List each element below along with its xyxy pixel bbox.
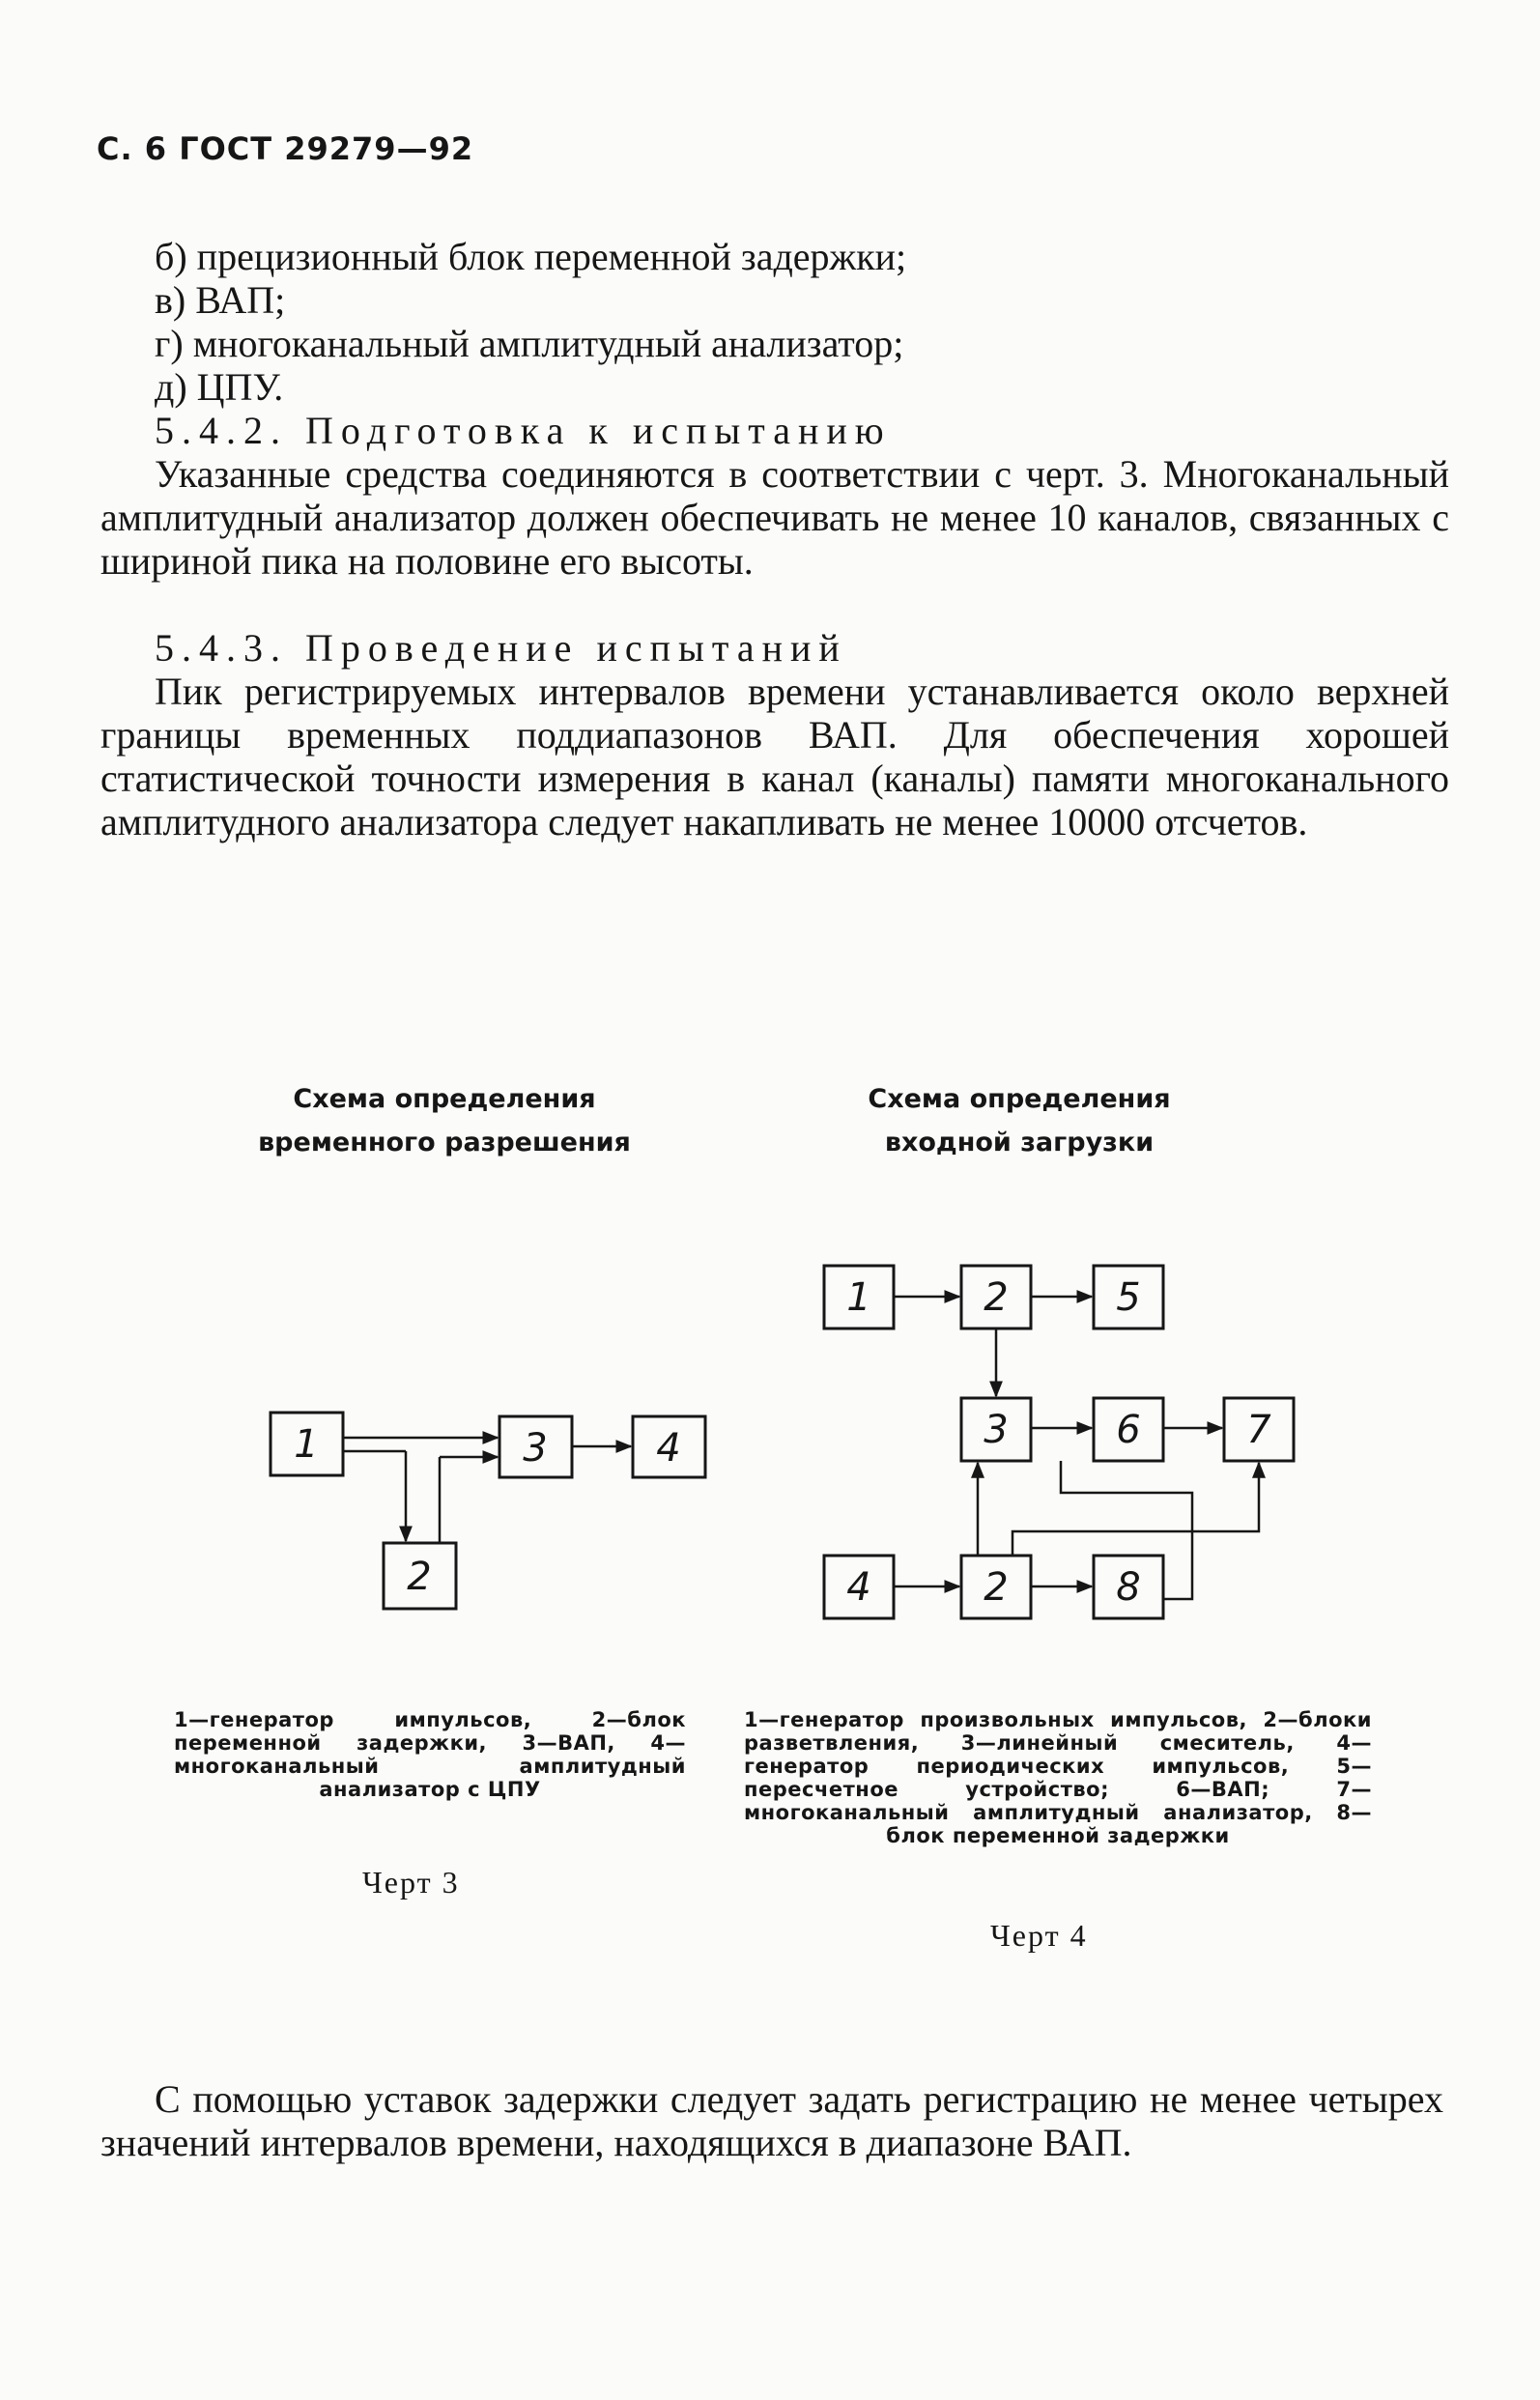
figure4-block-6-label: 6: [1116, 1408, 1141, 1452]
page-header: С. 6 ГОСТ 29279—92: [97, 130, 474, 167]
figure3-block-2-label: 2: [407, 1555, 432, 1599]
figure3-block-1-label: 1: [294, 1422, 319, 1467]
section-542-title: 5.4.2. Подготовка к испытанию: [155, 409, 892, 452]
figure4-block-1-label: 1: [846, 1275, 871, 1320]
section-542-text: Указанные средства соединяются в соответствии с черт. 3. Многоканальный амплитудный анализатор должен обеспечивать не менее 10 каналов, связанных с шириной пика на половине его высоты.: [100, 452, 1449, 583]
figure3-label: Черт 3: [362, 1865, 460, 1900]
figure4-block-8-label: 8: [1116, 1565, 1141, 1610]
list-item: б) прецизионный блок переменной задержки;: [155, 235, 907, 278]
final-paragraph: С помощью уставок задержки следует задать регистрацию не менее четырех значений интервалов времени, находящихся в диапазоне ВАП.: [100, 2077, 1443, 2164]
list-item: д) ЦПУ.: [155, 365, 284, 409]
figure3-diagram: [271, 1413, 705, 1609]
figure4-block-7-label: 7: [1246, 1408, 1271, 1452]
figure3-caption: 1—генератор импульсов, 2—блок переменной задержки, 3—ВАП, 4—многоканальный амплитудный анализатор с ЦПУ: [174, 1708, 686, 1801]
figure3-title-line1: Схема определения: [293, 1084, 596, 1114]
figure3-block-4-label: 4: [656, 1426, 681, 1471]
figure3-title-line2: временного разрешения: [258, 1128, 631, 1157]
figure4-block-3-label: 3: [984, 1408, 1009, 1452]
figure4-title-line1: Схема определения: [868, 1084, 1171, 1114]
list-item: в) ВАП;: [155, 278, 286, 322]
figure4-block-2-bottom-label: 2: [984, 1565, 1009, 1610]
figure4-block-4-label: 4: [846, 1565, 871, 1610]
list-item: г) многоканальный амплитудный анализатор;: [155, 322, 904, 365]
figure4-block-2-top-label: 2: [984, 1275, 1009, 1320]
figure3-block-3-label: 3: [523, 1426, 548, 1471]
figure4-block-5-label: 5: [1116, 1275, 1141, 1320]
figure4-title-line2: входной загрузки: [884, 1128, 1155, 1157]
section-543-text: Пик регистрируемых интервалов времени устанавливается около верхней границы временных поддиапазонов ВАП. Для обеспечения хорошей статистической точности измерения в канал (каналы) памяти многоканального амплитудного анализатора следует накапливать не менее 10000 отсчетов.: [100, 670, 1449, 843]
figure4-label: Черт 4: [990, 1918, 1088, 1953]
section-543-title: 5.4.3. Проведение испытаний: [155, 626, 847, 670]
figure4-arrow-2-7: [1012, 1463, 1259, 1556]
figure4-diagram: [824, 1266, 1294, 1618]
figure4-caption: 1—генератор произвольных импульсов, 2—блоки разветвления, 3—линейный смеситель, 4—генератор периодических импульсов, 5—пересчетное устройство; 6—ВАП; 7—многоканальный амплитудный анализатор, 8—блок переменной задержки: [744, 1708, 1372, 1847]
